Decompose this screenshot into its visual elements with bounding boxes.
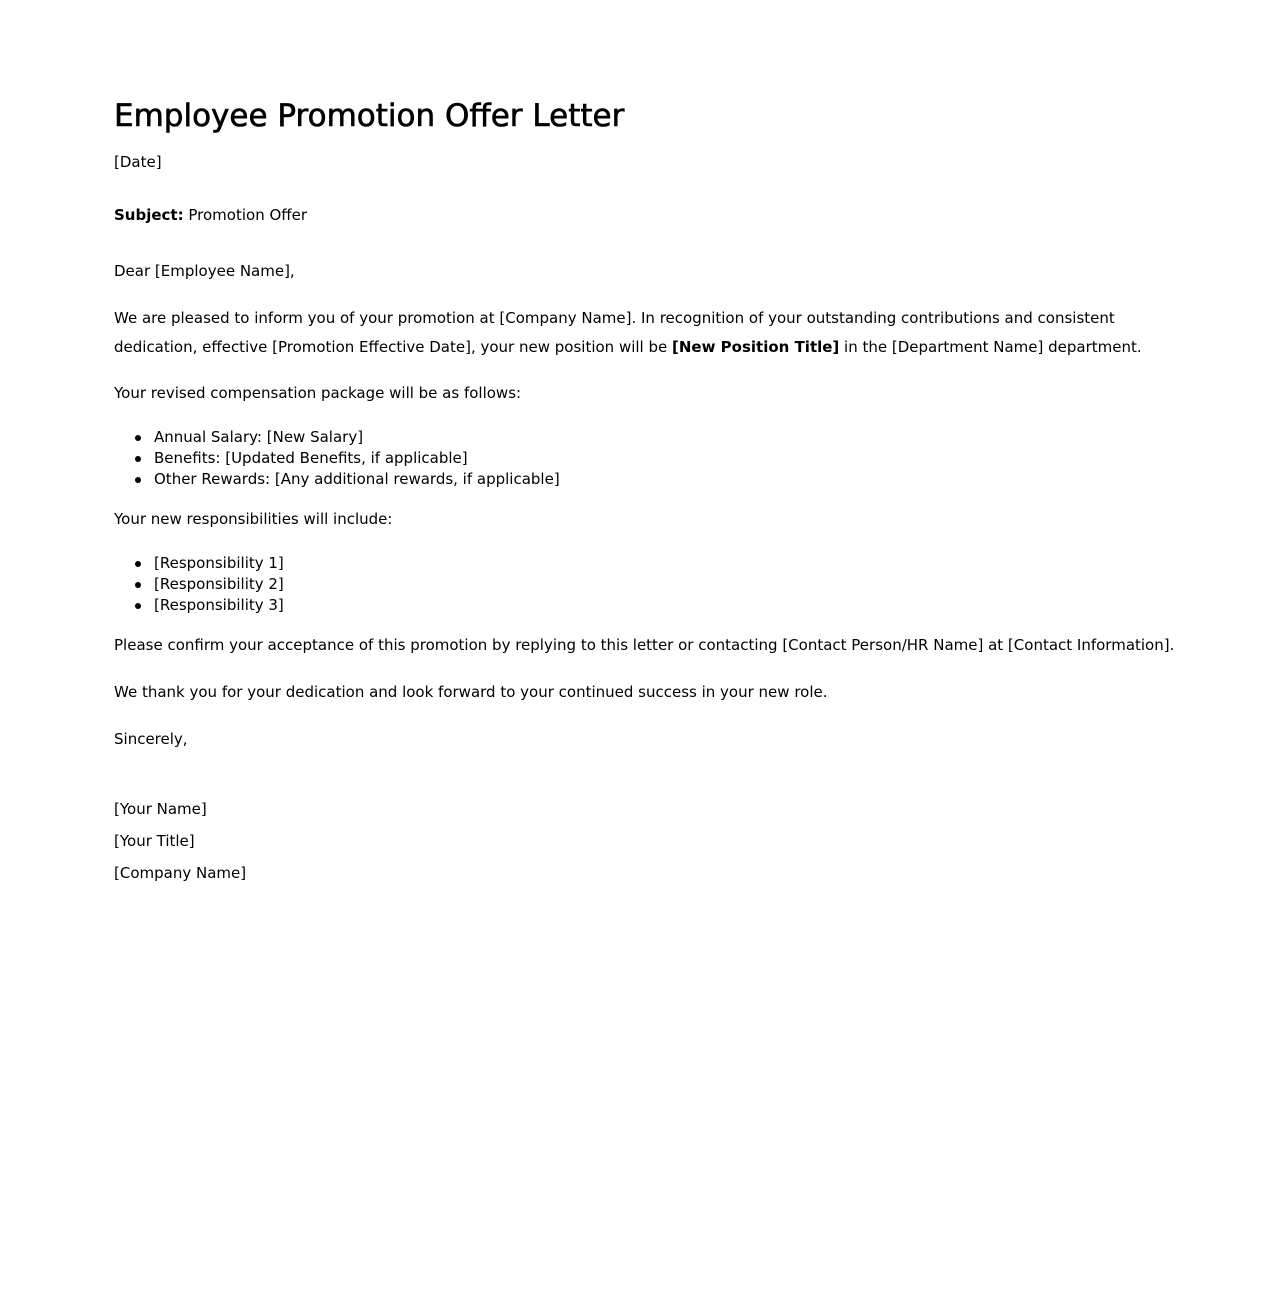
list-item-text: [Responsibility 3] [154, 596, 284, 614]
position-title: [New Position Title] [672, 338, 840, 356]
list-item-text: [Responsibility 2] [154, 575, 284, 593]
intro-paragraph [114, 304, 1164, 362]
signature-title: [Your Title] [114, 832, 195, 850]
bullet-icon [135, 456, 141, 462]
list-item-text: [Responsibility 1] [154, 554, 284, 572]
list-item-text: Annual Salary: [New Salary] [154, 428, 364, 446]
signature-name: [Your Name] [114, 800, 207, 818]
bullet-icon [135, 561, 141, 567]
subject-label: Subject: [114, 206, 184, 224]
signature-company: [Company Name] [114, 864, 247, 882]
list-item [154, 427, 560, 448]
bullet-icon [135, 435, 141, 441]
subject-line [114, 205, 307, 225]
bullet-icon [135, 477, 141, 483]
confirmation-paragraph: Please confirm your acceptance of this promotion by replying to this letter or contacting [Contact Person/HR Name] at [Contact Information]. [114, 636, 1175, 654]
list-item [154, 574, 284, 595]
bullet-icon [135, 582, 141, 588]
list-item [154, 469, 560, 490]
responsibilities-list [114, 553, 284, 616]
closing: Sincerely, [114, 730, 188, 748]
list-item [154, 595, 284, 616]
compensation-intro: Your revised compensation package will be as follows: [114, 384, 522, 402]
letter-date: [Date] [114, 153, 162, 171]
compensation-list [114, 427, 560, 490]
list-item-text: Other Rewards: [Any additional rewards, if applicable] [154, 470, 560, 488]
thanks-paragraph: We thank you for your dedication and look forward to your continued success in your new role. [114, 683, 828, 701]
list-item [154, 448, 560, 469]
intro-text-1: We are pleased to inform you of your promotion at [Company Name]. In recognition of your outstanding contributions and consistent dedication, effective [Promotion Effective Date], your new position will be [114, 309, 1115, 356]
intro-text-2: in the [Department Name] department. [839, 338, 1142, 356]
page-title: Employee Promotion Offer Letter [114, 98, 625, 134]
bullet-icon [135, 603, 141, 609]
subject-value: Promotion Offer [188, 206, 308, 224]
list-item-text: Benefits: [Updated Benefits, if applicable] [154, 449, 468, 467]
list-item [154, 553, 284, 574]
responsibilities-intro: Your new responsibilities will include: [114, 510, 393, 528]
greeting: Dear [Employee Name], [114, 262, 295, 280]
